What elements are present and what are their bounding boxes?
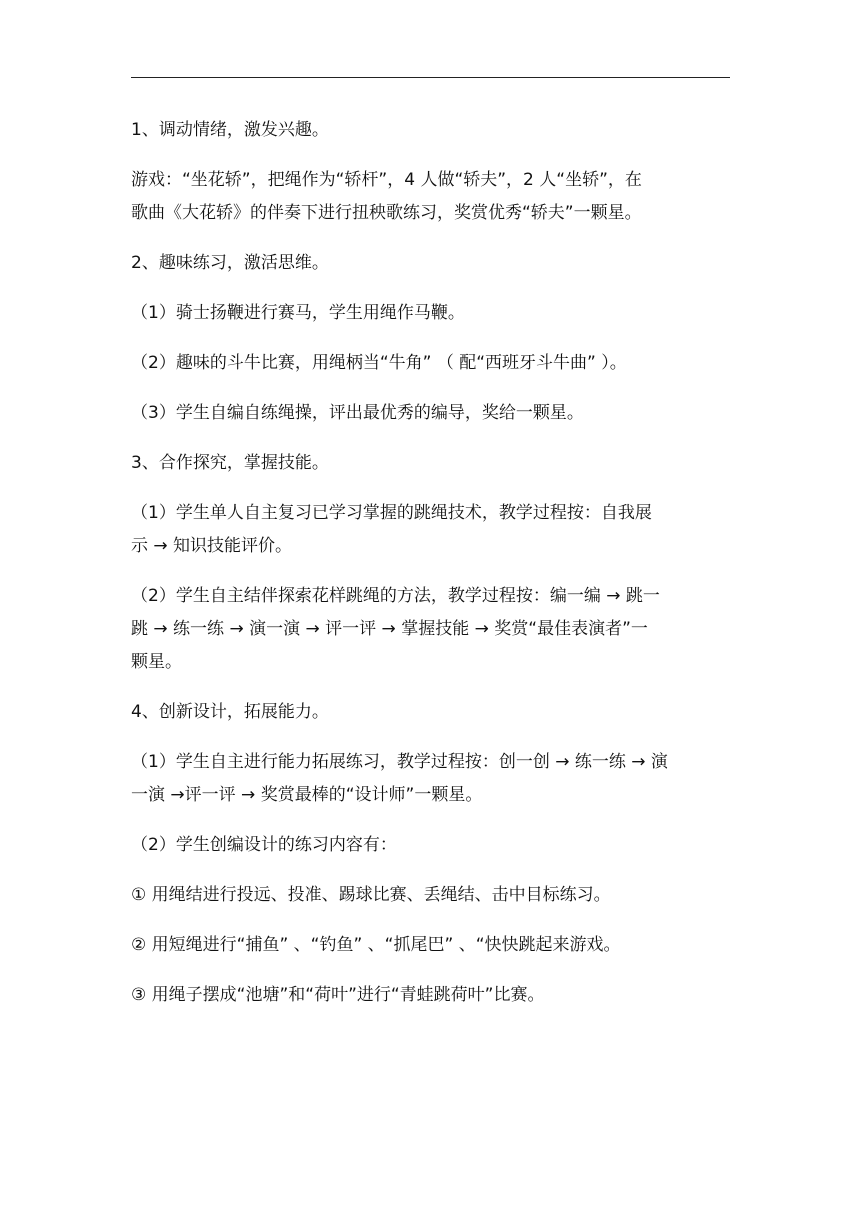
list-item-2-1: （1）骑士扬鞭进行赛马，学生用绳作马鞭。 bbox=[131, 303, 465, 323]
list-item-3-1-line-2: 示 → 知识技能评价。 bbox=[131, 536, 293, 556]
list-item-3-1-line-1: （1）学生单人自主复习已学习掌握的跳绳技术，教学过程按：自我展 bbox=[131, 503, 652, 523]
list-item-3-2 bbox=[131, 580, 736, 679]
exercise-item-1: ① 用绳结进行投远、投准、踢球比赛、丢绳结、击中目标练习。 bbox=[131, 885, 611, 905]
exercise-item-2: ② 用短绳进行“捕鱼” 、“钓鱼” 、“抓尾巴” 、“快快跳起来游戏。 bbox=[131, 935, 621, 955]
section-heading-3: 3、合作探究，掌握技能。 bbox=[131, 453, 329, 473]
list-item-2-3: （3）学生自编自练绳操，评出最优秀的编导，奖给一颗星。 bbox=[131, 403, 584, 423]
section-heading-2: 2、趣味练习，激活思维。 bbox=[131, 253, 329, 273]
list-item-3-2-line-3: 颗星。 bbox=[131, 652, 182, 672]
header-rule bbox=[131, 77, 730, 78]
document-body bbox=[131, 114, 736, 1029]
game-description bbox=[131, 164, 736, 230]
exercise-item-3: ③ 用绳子摆成“池塘”和“荷叶”进行“青蛙跳荷叶”比赛。 bbox=[131, 985, 545, 1005]
list-item-3-2-line-1: （2）学生自主结伴探索花样跳绳的方法，教学过程按：编一编 → 跳一 bbox=[131, 586, 660, 606]
game-description-line-1: 游戏：“坐花轿”，把绳作为“轿杆”，4 人做“轿夫”，2 人“坐轿”，在 bbox=[131, 170, 642, 190]
list-item-4-2: （2）学生创编设计的练习内容有： bbox=[131, 835, 397, 855]
list-item-3-2-line-2: 跳 → 练一练 → 演一演 → 评一评 → 掌握技能 → 奖赏“最佳表演者”一 bbox=[131, 619, 648, 639]
list-item-4-1-line-2: 一演 →评一评 → 奖赏最棒的“设计师”一颗星。 bbox=[131, 785, 483, 805]
section-heading-1: 1、调动情绪，激发兴趣。 bbox=[131, 120, 329, 140]
list-item-4-1-line-1: （1）学生自主进行能力拓展练习，教学过程按：创一创 → 练一练 → 演 bbox=[131, 752, 668, 772]
list-item-4-1 bbox=[131, 746, 736, 812]
game-description-line-2: 歌曲《大花轿》的伴奏下进行扭秧歌练习，奖赏优秀“轿夫”一颗星。 bbox=[131, 203, 642, 223]
list-item-2-2: （2）趣味的斗牛比赛，用绳柄当“牛角” （ 配“西班牙斗牛曲” ）。 bbox=[131, 353, 627, 373]
section-heading-4: 4、创新设计，拓展能力。 bbox=[131, 702, 329, 722]
list-item-3-1 bbox=[131, 497, 736, 563]
